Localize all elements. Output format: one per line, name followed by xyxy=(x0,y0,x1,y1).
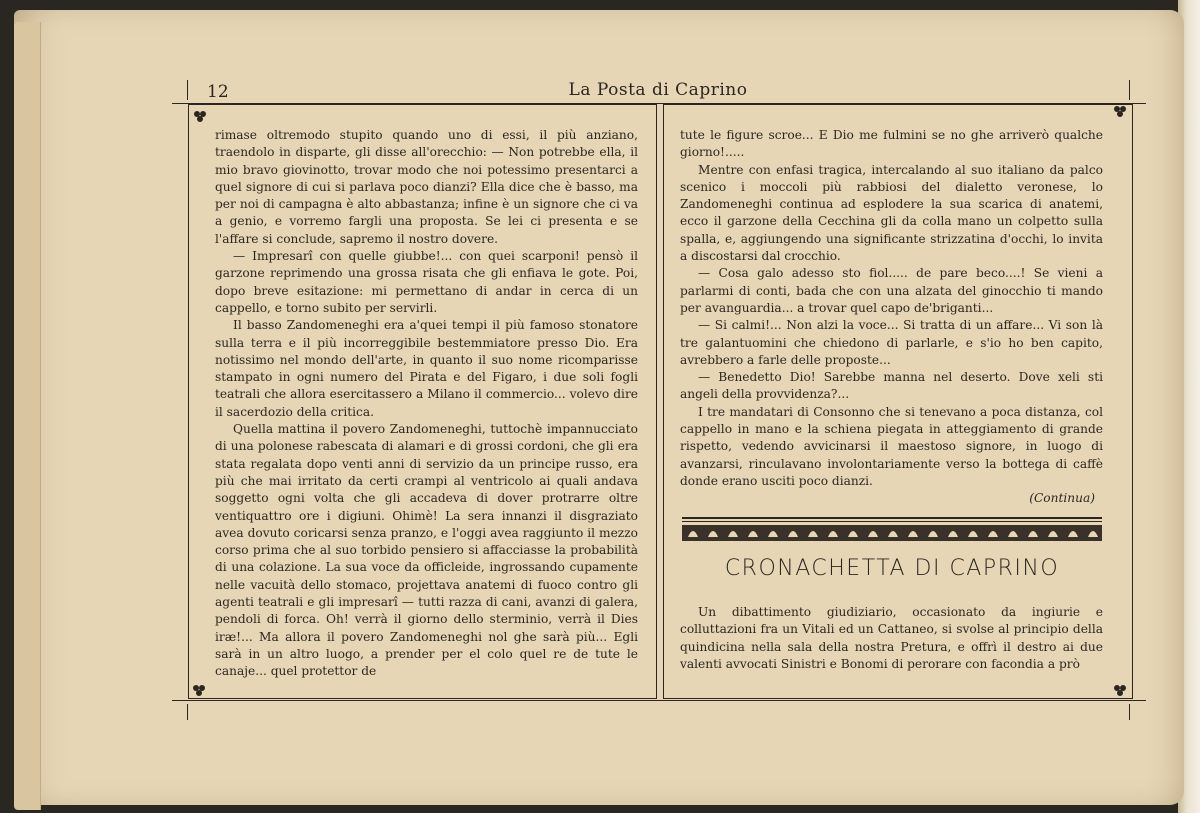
paragraph: rimase oltremodo stupito quando uno di essi, il più anziano, traendolo in disparte, gli disse all'orecchio: — Non potrebbe ella, il mio bravo giovinotto, trovar modo che noi potessimo presentarci a quel signore di cui si parlava poco dianzi? Ella dice che è basso, ma per noi di campagna è alto abbastanza; infine è un signore che ci va a genio, e vorremo fargli una proposta. Se lei ci presenta e se l'affare si conclude, sapremo il nostro dovere. xyxy=(215,128,638,246)
paragraph: — Cosa galo adesso sto fiol..... de pare beco....! Se vieni a parlarmi di conti, bada che con una alzata del ginocchio ti mando per avanguardia... a trovar quel capo de'briganti... xyxy=(680,266,1103,315)
paragraph: Quella mattina il povero Zandomeneghi, tuttochè impannucciato di una polonese rabescata di alamari e di grossi cordoni, che gli era stata regalata dopo venti anni di servizio da un principe russo, era più che mai irritato da certi crampi al ventricolo ai quali andava soggetto ogni volta che gli accadeva di dover protrarre oltre ventiquattro ore i digiuni. Ohimè! La sera innanzi il disgraziato avea dovuto coricarsi senza pranzo, e l'oggi avea raggiunto il mezzo corso prima che al suo torbido pensiero si affacciasse la probabilità di una colazione. La sua voce da officleide, ingrossando cupamente nelle vacuità dello stomaco, projettava anatemi di fuoco contro gli agenti teatrali e gli impresarî — tutti razza di cani, avanzi di galera, pendoli di forca. Oh! verrà il giorno dello sterminio, verrà il Dies iræ!... Ma allora il povero Zandomeneghi nol ghe sarà più... Egli sarà in un altro luogo, a prender per el colo quel re de tute le canaje... quel protettor de xyxy=(215,422,638,679)
corner-ornament-icon xyxy=(192,683,206,697)
paragraph: Mentre con enfasi tragica, intercalando al suo italiano da palco scenico i moccoli più rabbiosi del dialetto veronese, lo Zandomeneghi continua ad esplodere la sua scarica di anatemi, ecco il garzone della Cecchina gli da colla mano un colpetto sulla spalla, e, aggiungendo una significante strizzatina d'occhi, lo invita a discostarsi dal crocchio. xyxy=(680,162,1103,264)
corner-ornament-icon xyxy=(193,109,207,123)
paragraph: Il basso Zandomeneghi era a'quei tempi il più famoso stonatore sulla terra e il più incorreggibile bestemmiatore presso Dio. Era notissimo nel mondo dell'arte, in quanto il suo nome ricomparisse stampato in ogni numero del Pirata e del Figaro, i due soli fogli teatrali che allora esercitassero a Milano il commercio... volevo dire il sacerdozio della critica. xyxy=(215,318,638,419)
decorative-band xyxy=(682,517,1102,543)
page-stack-edge xyxy=(14,22,41,810)
header-bar-left xyxy=(187,80,188,100)
section-title: CRONACHETTA DI CAPRINO xyxy=(724,556,1060,581)
page-header xyxy=(185,78,1131,104)
footer-rule xyxy=(172,700,1146,701)
paragraph: Un dibattimento giudiziario, occasionato da ingiurie e colluttazioni fra un Vitali ed un Cattaneo, si svolse al principio della quindicina nella sala della nostra Pretura, e offrì il destro ai due valenti avvocati Sinistri e Bonomi di perorare con facondia a prò xyxy=(680,605,1103,671)
footer-bar-right xyxy=(1129,704,1130,720)
paragraph: — Si calmi!... Non alzi la voce... Si tratta di un affare... Vi son là tre galantuomini che chiedono di parlarle, e s'io ho ben capito, avrebbero a farle delle proposte... xyxy=(680,318,1103,367)
paragraph: — Impresarî con quelle giubbe!... con quei scarponi! pensò il garzone reprimendo una grossa risata che gli enfiava le gote. Poi, dopo breve esitazione: mi permettano di andar in cerca di un cappello, e torno subito per servirli. xyxy=(215,249,638,315)
continued-note: (Continua) xyxy=(1029,491,1095,506)
paragraph: tute le figure scroe... E Dio me fulmini se no ghe arriverò qualche giorno!..... xyxy=(680,128,1103,160)
corner-ornament-icon xyxy=(1113,683,1127,697)
section-text xyxy=(680,604,1103,673)
left-column-text xyxy=(215,127,638,681)
page-number: 12 xyxy=(207,82,229,102)
paragraph: I tre mandatari di Consonno che si tenevano a poca distanza, col cappello in mano e la schiena piegata in atteggiamento di grande rispetto, vedendo avvicinarsi il maestoso signore, in luogo di avanzarsi, rinculavano involontariamente verso la bottega di caffè donde erano usciti poco dianzi. xyxy=(680,404,1103,488)
running-title: La Posta di Caprino xyxy=(568,80,748,100)
paragraph: — Benedetto Dio! Sarebbe manna nel deserto. Dove xeli sti angeli della provvidenza?... xyxy=(680,370,1103,402)
header-bar-right xyxy=(1129,80,1130,100)
right-column-text xyxy=(680,127,1103,508)
corner-ornament-icon xyxy=(1113,104,1127,118)
footer-bar-left xyxy=(187,704,188,720)
